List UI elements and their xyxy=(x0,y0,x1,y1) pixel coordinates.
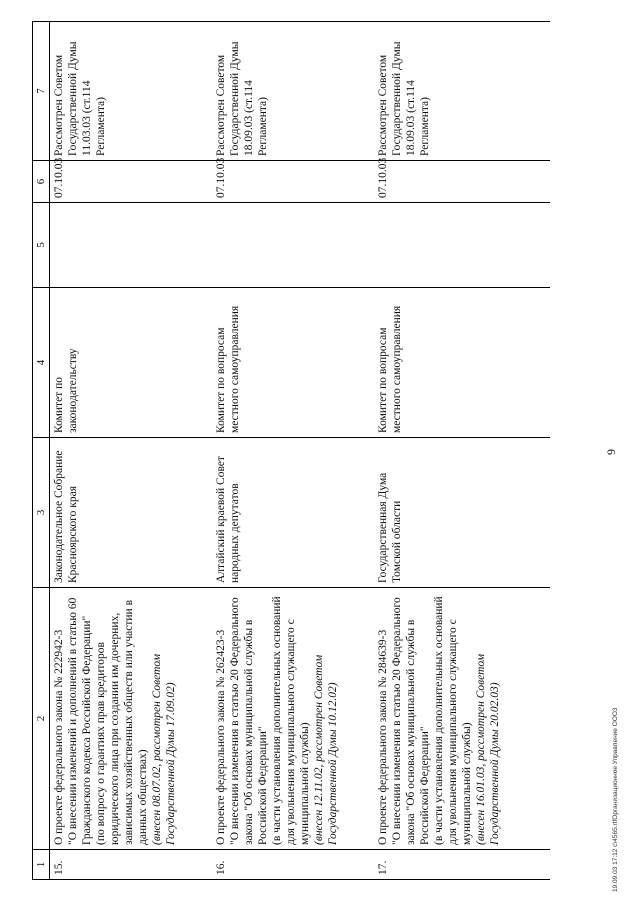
bill-note: (внесен 12.11.02, рассмотрен Советом Государственной Думы 10.12.02) xyxy=(312,654,339,845)
bill-date: 07.10.03 xyxy=(53,157,65,198)
bill-detail: (в части установления дополнительных оснований для увольнения муниципального служащего с муниципальной службы) xyxy=(270,596,311,845)
table-row xyxy=(212,22,374,880)
bill-title: О проекте федерального закона № 262423-3 xyxy=(214,629,227,845)
bill-committee: Комитет по вопросам местного самоуправления xyxy=(376,305,403,433)
row-number: 15. xyxy=(53,860,65,875)
column-header: 7 xyxy=(33,22,50,161)
footer-text: 19.09.03 17:12 c\4565.rtfОрганизационное Управление ООО3 xyxy=(612,707,619,892)
bill-author: Государственная Дума Томской области xyxy=(376,472,403,583)
page-number: 9 xyxy=(604,449,618,455)
bill-date: 07.10.03 xyxy=(214,157,227,198)
bill-name: "О внесении изменений и дополнений в статью 60 Гражданского кодекса Российской Федерации" xyxy=(67,597,93,845)
column-header: 4 xyxy=(33,288,50,438)
bill-status: Рассмотрен Советом Государственной Думы 18.09.03 (ст.114 Регламента) xyxy=(376,41,431,156)
row-number: 17. xyxy=(376,860,389,875)
column-header: 6 xyxy=(33,161,50,203)
bill-date: 07.10.03 xyxy=(376,157,389,198)
bill-committee: Комитет по вопросам местного самоуправления xyxy=(214,305,241,433)
bill-detail: (по вопросу о гарантиях прав кредиторов юридического лица при создании им дочерних, зависимых хозяйственных обществ или участии в данных обществах) xyxy=(95,599,149,845)
column-header: 3 xyxy=(33,438,50,588)
column-header-row xyxy=(33,22,50,880)
bill-status: Рассмотрен Советом Государственной Думы 18.09.03 (ст.114 Регламента) xyxy=(214,41,269,156)
bill-title: О проекте федерального закона № 222942-3 xyxy=(53,629,65,845)
bill-name: "О внесении изменения в статью 20 Федерального закона "Об основах муниципальной службы в Российской Федерации" xyxy=(228,597,269,845)
bill-author: Законодательное Собрание Красноярского края xyxy=(53,450,79,583)
column-header: 5 xyxy=(33,203,50,288)
bills-table xyxy=(32,21,550,880)
table-row xyxy=(374,22,550,880)
row-number: 16. xyxy=(214,860,227,875)
bill-detail: (в части установления дополнительных оснований для увольнения муниципального служащего с муниципальной службы) xyxy=(432,596,473,845)
bill-author: Алтайский краевой Совет народных депутатов xyxy=(214,456,241,583)
bill-title: О проекте федерального закона № 284639-3 xyxy=(376,629,389,845)
bill-name: "О внесении изменения в статью 20 Федерального закона "Об основах муниципальной службы в Российской Федерации" xyxy=(390,597,431,845)
column-header: 2 xyxy=(33,588,50,850)
bill-status: Рассмотрен Советом Государственной Думы 11.03.03 (ст.114 Регламента) xyxy=(53,41,107,156)
column-header: 1 xyxy=(33,850,50,880)
bill-note: (внесен 16.01.03, рассмотрен Советом Государственной Думы 20.02.03) xyxy=(474,653,501,845)
bill-committee: Комитет по законодательству xyxy=(53,348,79,433)
table-row xyxy=(50,22,212,880)
bill-note: (внесен 08.07.02, рассмотрен Советом Государственной Думы 17.09.02) xyxy=(151,653,177,845)
